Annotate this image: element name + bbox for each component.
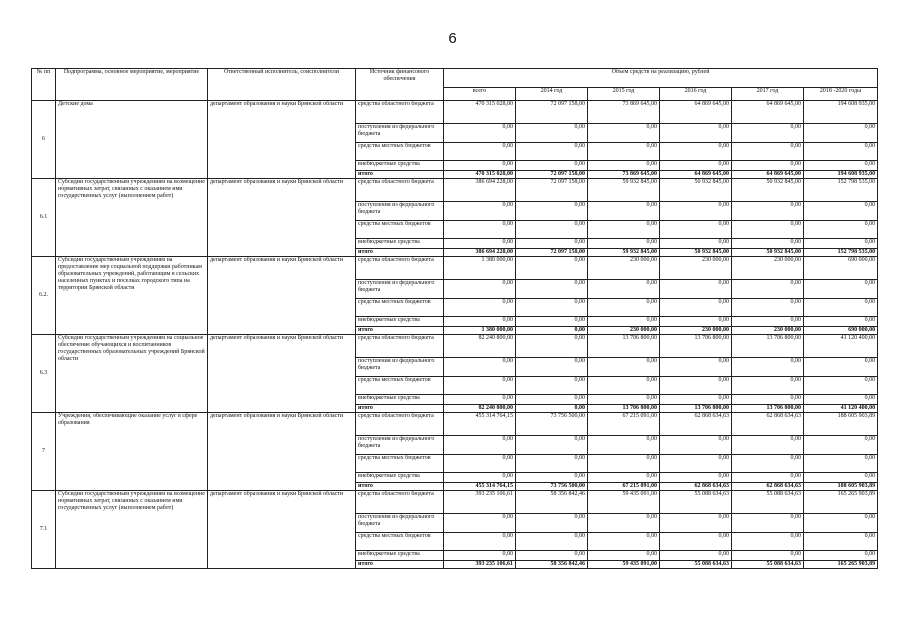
amount-cell: 0,00	[588, 280, 660, 299]
row-number: 7.1	[32, 491, 56, 569]
executor-name: департамент образования и науки Брянской области	[208, 179, 356, 257]
amount-cell: 0,00	[516, 161, 588, 171]
funding-source: внебюджетные средства	[356, 239, 444, 249]
amount-cell: 0,00	[516, 533, 588, 551]
table-row	[32, 491, 878, 514]
amount-cell: 0,00	[588, 202, 660, 221]
program-name: Субсидии государственным учреждениям на предоставление мер социальной поддержки работникам образовательных учреждений, работающим в сельских населенных пунктах и поселках городского типа на территории Брянской области	[56, 257, 208, 335]
amount-cell: 386 694 228,00	[444, 249, 516, 257]
executor-name: департамент образования и науки Брянской области	[208, 257, 356, 335]
funding-source: средства областного бюджета	[356, 179, 444, 202]
header-year: 2015 год	[588, 88, 660, 101]
amount-cell: 0,00	[444, 239, 516, 249]
amount-cell: 64 869 645,00	[660, 101, 732, 124]
amount-cell: 0,00	[732, 533, 804, 551]
amount-cell: 0,00	[516, 317, 588, 327]
amount-cell: 0,00	[444, 514, 516, 533]
funding-source: средства местных бюджетов	[356, 455, 444, 473]
header-source: Источник финансового обеспечения	[356, 69, 444, 101]
amount-cell: 55 088 634,63	[732, 491, 804, 514]
amount-cell: 0,00	[516, 551, 588, 561]
funding-source: итого	[356, 171, 444, 179]
amount-cell: 0,00	[588, 533, 660, 551]
amount-cell: 55 088 634,63	[732, 561, 804, 569]
amount-cell: 0,00	[732, 280, 804, 299]
funding-source: итого	[356, 561, 444, 569]
funding-source: средства областного бюджета	[356, 335, 444, 358]
amount-cell: 0,00	[516, 299, 588, 317]
amount-cell: 0,00	[732, 299, 804, 317]
amount-cell: 64 869 645,00	[732, 171, 804, 179]
amount-cell: 0,00	[444, 473, 516, 483]
amount-cell: 0,00	[732, 124, 804, 143]
amount-cell: 1 380 000,00	[444, 327, 516, 335]
amount-cell: 0,00	[516, 436, 588, 455]
program-name: Субсидии государственным учреждениям на возмещение нормативных затрат, связанных с оказанием ими государственных услуг (выполнением работ)	[56, 491, 208, 569]
amount-cell: 0,00	[732, 161, 804, 171]
amount-cell: 0,00	[588, 124, 660, 143]
amount-cell: 82 240 800,00	[444, 405, 516, 413]
amount-cell: 73 869 645,00	[588, 171, 660, 179]
page-number: 6	[448, 30, 457, 47]
amount-cell: 0,00	[444, 551, 516, 561]
budget-table	[31, 68, 878, 569]
amount-cell: 455 314 764,15	[444, 483, 516, 491]
funding-source: внебюджетные средства	[356, 395, 444, 405]
amount-cell: 0,00	[660, 533, 732, 551]
amount-cell: 188 605 903,89	[804, 413, 878, 436]
amount-cell: 0,00	[588, 455, 660, 473]
amount-cell: 0,00	[732, 436, 804, 455]
amount-cell: 0,00	[804, 280, 878, 299]
funding-source: поступления из федерального бюджета	[356, 514, 444, 533]
executor-name: департамент образования и науки Брянской области	[208, 413, 356, 491]
funding-source: средства областного бюджета	[356, 413, 444, 436]
amount-cell: 13 706 800,00	[660, 405, 732, 413]
header-executor: Ответственный исполнитель, соисполнители	[208, 69, 356, 101]
amount-cell: 50 932 845,00	[660, 179, 732, 202]
funding-source: средства областного бюджета	[356, 491, 444, 514]
amount-cell: 194 608 935,00	[804, 101, 878, 124]
amount-cell: 393 235 106,61	[444, 561, 516, 569]
amount-cell: 0,00	[804, 161, 878, 171]
funding-source: средства местных бюджетов	[356, 143, 444, 161]
amount-cell: 0,00	[660, 551, 732, 561]
amount-cell: 0,00	[660, 514, 732, 533]
amount-cell: 67 215 091,00	[588, 413, 660, 436]
amount-cell: 0,00	[732, 395, 804, 405]
amount-cell: 0,00	[588, 239, 660, 249]
amount-cell: 73 756 500,00	[516, 413, 588, 436]
funding-source: внебюджетные средства	[356, 473, 444, 483]
amount-cell: 0,00	[660, 358, 732, 377]
amount-cell: 0,00	[444, 533, 516, 551]
amount-cell: 0,00	[588, 299, 660, 317]
amount-cell: 470 315 028,00	[444, 101, 516, 124]
amount-cell: 0,00	[516, 514, 588, 533]
amount-cell: 0,00	[660, 317, 732, 327]
amount-cell: 0,00	[804, 221, 878, 239]
amount-cell: 0,00	[588, 317, 660, 327]
program-name: Детские дома	[56, 101, 208, 179]
funding-source: поступления из федерального бюджета	[356, 280, 444, 299]
amount-cell: 0,00	[588, 551, 660, 561]
amount-cell: 0,00	[804, 317, 878, 327]
amount-cell: 41 120 400,00	[804, 405, 878, 413]
amount-cell: 62 868 634,63	[660, 483, 732, 491]
amount-cell: 59 932 845,00	[588, 249, 660, 257]
funding-source: итого	[356, 327, 444, 335]
amount-cell: 73 869 645,00	[588, 101, 660, 124]
amount-cell: 72 097 158,00	[516, 249, 588, 257]
amount-cell: 230 000,00	[588, 257, 660, 280]
amount-cell: 0,00	[804, 299, 878, 317]
executor-name: департамент образования и науки Брянской области	[208, 335, 356, 413]
amount-cell: 50 932 845,00	[732, 249, 804, 257]
table-header-row	[32, 69, 878, 88]
amount-cell: 0,00	[588, 395, 660, 405]
amount-cell: 230 000,00	[660, 257, 732, 280]
amount-cell: 0,00	[660, 473, 732, 483]
amount-cell: 50 932 845,00	[732, 179, 804, 202]
amount-cell: 230 000,00	[732, 257, 804, 280]
table-body	[32, 101, 878, 569]
row-number: 6.3	[32, 335, 56, 413]
amount-cell: 0,00	[732, 202, 804, 221]
amount-cell: 62 868 634,63	[660, 413, 732, 436]
amount-cell: 0,00	[660, 280, 732, 299]
funding-source: итого	[356, 405, 444, 413]
row-number: 6	[32, 101, 56, 179]
amount-cell: 0,00	[588, 358, 660, 377]
amount-cell: 0,00	[804, 436, 878, 455]
table-row	[32, 413, 878, 436]
amount-cell: 393 235 106,61	[444, 491, 516, 514]
amount-cell: 0,00	[804, 124, 878, 143]
amount-cell: 0,00	[444, 124, 516, 143]
amount-cell: 230 000,00	[660, 327, 732, 335]
amount-cell: 58 356 842,46	[516, 561, 588, 569]
amount-cell: 0,00	[660, 395, 732, 405]
amount-cell: 0,00	[732, 239, 804, 249]
amount-cell: 62 868 634,63	[732, 483, 804, 491]
table-row	[32, 179, 878, 202]
amount-cell: 230 000,00	[732, 327, 804, 335]
amount-cell: 0,00	[588, 473, 660, 483]
amount-cell: 455 314 764,15	[444, 413, 516, 436]
amount-cell: 0,00	[804, 473, 878, 483]
amount-cell: 0,00	[804, 358, 878, 377]
executor-name: департамент образования и науки Брянской области	[208, 491, 356, 569]
amount-cell: 50 932 845,00	[660, 249, 732, 257]
amount-cell: 0,00	[660, 299, 732, 317]
table-row	[32, 335, 878, 358]
amount-cell: 0,00	[444, 358, 516, 377]
amount-cell: 0,00	[516, 455, 588, 473]
amount-cell: 0,00	[660, 239, 732, 249]
amount-cell: 13 706 800,00	[588, 335, 660, 358]
funding-source: средства местных бюджетов	[356, 377, 444, 395]
amount-cell: 0,00	[516, 239, 588, 249]
amount-cell: 0,00	[804, 395, 878, 405]
amount-cell: 62 868 634,63	[732, 413, 804, 436]
amount-cell: 0,00	[660, 436, 732, 455]
amount-cell: 41 120 400,00	[804, 335, 878, 358]
amount-cell: 64 869 645,00	[660, 171, 732, 179]
amount-cell: 0,00	[516, 358, 588, 377]
amount-cell: 0,00	[516, 124, 588, 143]
amount-cell: 0,00	[444, 280, 516, 299]
funding-source: итого	[356, 249, 444, 257]
amount-cell: 0,00	[516, 377, 588, 395]
header-year: 2014 год	[516, 88, 588, 101]
amount-cell: 0,00	[444, 317, 516, 327]
header-year: 2016 год	[660, 88, 732, 101]
amount-cell: 470 315 028,00	[444, 171, 516, 179]
amount-cell: 0,00	[516, 395, 588, 405]
amount-cell: 13 706 800,00	[732, 405, 804, 413]
amount-cell: 165 265 903,89	[804, 491, 878, 514]
amount-cell: 0,00	[516, 257, 588, 280]
amount-cell: 0,00	[588, 143, 660, 161]
amount-cell: 0,00	[516, 335, 588, 358]
amount-cell: 0,00	[516, 405, 588, 413]
amount-cell: 55 088 634,63	[660, 491, 732, 514]
funding-source: поступления из федерального бюджета	[356, 202, 444, 221]
header-program: Подпрограмма, основное мероприятие, мероприятие	[56, 69, 208, 101]
amount-cell: 0,00	[732, 551, 804, 561]
amount-cell: 194 608 935,00	[804, 171, 878, 179]
amount-cell: 0,00	[516, 202, 588, 221]
amount-cell: 0,00	[732, 221, 804, 239]
amount-cell: 690 000,00	[804, 257, 878, 280]
row-number: 7	[32, 413, 56, 491]
amount-cell: 0,00	[804, 377, 878, 395]
amount-cell: 230 000,00	[588, 327, 660, 335]
amount-cell: 0,00	[516, 327, 588, 335]
amount-cell: 59 435 091,00	[588, 561, 660, 569]
amount-cell: 0,00	[732, 358, 804, 377]
amount-cell: 152 798 535,00	[804, 249, 878, 257]
amount-cell: 0,00	[516, 280, 588, 299]
amount-cell: 152 798 535,00	[804, 179, 878, 202]
amount-cell: 0,00	[444, 377, 516, 395]
amount-cell: 0,00	[444, 455, 516, 473]
header-no: № пп	[32, 69, 56, 101]
amount-cell: 0,00	[732, 473, 804, 483]
funding-source: средства областного бюджета	[356, 101, 444, 124]
amount-cell: 0,00	[660, 221, 732, 239]
amount-cell: 72 097 158,00	[516, 101, 588, 124]
amount-cell: 0,00	[732, 143, 804, 161]
amount-cell: 0,00	[588, 377, 660, 395]
amount-cell: 0,00	[732, 317, 804, 327]
amount-cell: 58 356 842,46	[516, 491, 588, 514]
executor-name: департамент образования и науки Брянской области	[208, 101, 356, 179]
amount-cell: 13 706 800,00	[660, 335, 732, 358]
header-year: 2017 год	[732, 88, 804, 101]
amount-cell: 0,00	[444, 221, 516, 239]
header-year: 2018 -2020 годы	[804, 88, 878, 101]
amount-cell: 82 240 800,00	[444, 335, 516, 358]
amount-cell: 0,00	[732, 514, 804, 533]
amount-cell: 0,00	[804, 143, 878, 161]
table-row	[32, 257, 878, 280]
amount-cell: 55 088 634,63	[660, 561, 732, 569]
amount-cell: 0,00	[516, 143, 588, 161]
funding-source: итого	[356, 483, 444, 491]
amount-cell: 0,00	[516, 221, 588, 239]
amount-cell: 13 706 800,00	[732, 335, 804, 358]
amount-cell: 188 605 903,89	[804, 483, 878, 491]
amount-cell: 0,00	[804, 202, 878, 221]
amount-cell: 0,00	[444, 202, 516, 221]
amount-cell: 0,00	[588, 436, 660, 455]
program-name: Учреждения, обеспечивающие оказание услуг в сфере образования	[56, 413, 208, 491]
amount-cell: 64 869 645,00	[732, 101, 804, 124]
funding-source: внебюджетные средства	[356, 317, 444, 327]
amount-cell: 1 380 000,00	[444, 257, 516, 280]
amount-cell: 72 097 158,00	[516, 179, 588, 202]
amount-cell: 0,00	[588, 161, 660, 171]
funding-source: поступления из федерального бюджета	[356, 358, 444, 377]
funding-source: средства областного бюджета	[356, 257, 444, 280]
amount-cell: 165 265 903,89	[804, 561, 878, 569]
funding-source: средства местных бюджетов	[356, 221, 444, 239]
row-number: 6.1	[32, 179, 56, 257]
amount-cell: 0,00	[588, 221, 660, 239]
amount-cell: 690 000,00	[804, 327, 878, 335]
program-name: Субсидии государственным учреждениям на социальное обеспечение обучающихся и воспитанников государственных образовательных учреждений Брянской области	[56, 335, 208, 413]
funding-source: поступления из федерального бюджета	[356, 436, 444, 455]
funding-source: поступления из федерального бюджета	[356, 124, 444, 143]
amount-cell: 0,00	[444, 299, 516, 317]
amount-cell: 0,00	[660, 124, 732, 143]
funding-source: внебюджетные средства	[356, 551, 444, 561]
amount-cell: 0,00	[660, 455, 732, 473]
amount-cell: 0,00	[588, 514, 660, 533]
funding-source: средства местных бюджетов	[356, 533, 444, 551]
amount-cell: 0,00	[660, 143, 732, 161]
row-number: 6.2.	[32, 257, 56, 335]
amount-cell: 13 706 800,00	[588, 405, 660, 413]
amount-cell: 0,00	[804, 239, 878, 249]
amount-cell: 72 097 158,00	[516, 171, 588, 179]
amount-cell: 0,00	[804, 551, 878, 561]
amount-cell: 73 756 500,00	[516, 483, 588, 491]
funding-source: средства местных бюджетов	[356, 299, 444, 317]
amount-cell: 0,00	[732, 455, 804, 473]
amount-cell: 0,00	[660, 377, 732, 395]
amount-cell: 0,00	[804, 455, 878, 473]
header-year: всего	[444, 88, 516, 101]
amount-cell: 0,00	[804, 514, 878, 533]
amount-cell: 0,00	[516, 473, 588, 483]
amount-cell: 0,00	[732, 377, 804, 395]
header-volume: Объем средств на реализацию, рублей	[444, 69, 878, 88]
amount-cell: 0,00	[660, 202, 732, 221]
funding-source: внебюджетные средства	[356, 161, 444, 171]
amount-cell: 59 435 091,00	[588, 491, 660, 514]
amount-cell: 0,00	[444, 436, 516, 455]
amount-cell: 67 215 091,00	[588, 483, 660, 491]
amount-cell: 0,00	[444, 395, 516, 405]
amount-cell: 0,00	[804, 533, 878, 551]
table-row	[32, 101, 878, 124]
amount-cell: 59 932 845,00	[588, 179, 660, 202]
amount-cell: 0,00	[444, 161, 516, 171]
program-name: Субсидии государственным учреждениям на возмещение нормативных затрат, связанных с оказанием ими государственных услуг (выполнением работ)	[56, 179, 208, 257]
amount-cell: 0,00	[444, 143, 516, 161]
amount-cell: 0,00	[660, 161, 732, 171]
amount-cell: 386 694 228,00	[444, 179, 516, 202]
